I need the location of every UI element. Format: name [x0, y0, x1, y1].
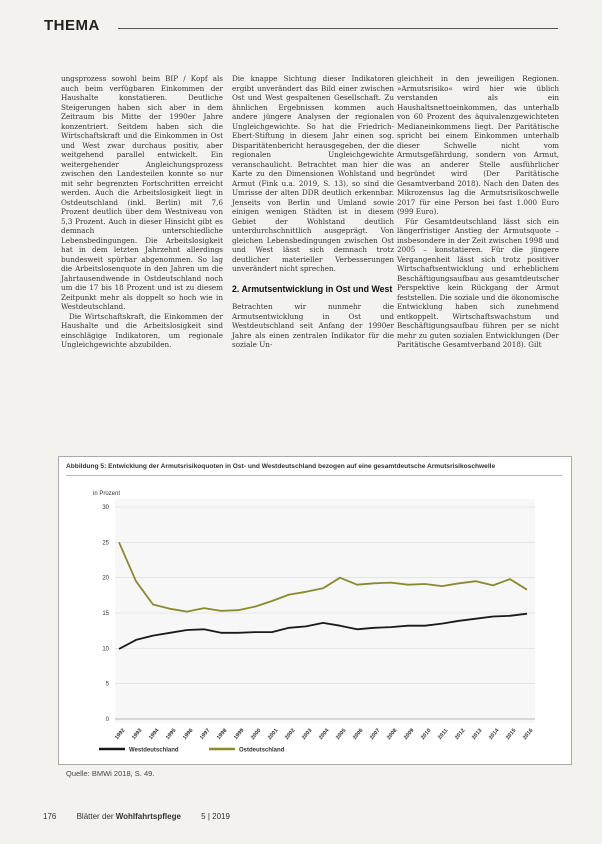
journal-name	[77, 812, 181, 821]
x-tick-label: 1998	[215, 727, 229, 741]
paragraph: Betrachten wir nunmehr die Armutsentwicklung in Ost und Westdeutschland seit Anfang der 1990er Jahre als einen zentralen Indikator für die soziale Un-	[232, 302, 394, 349]
header-rule	[118, 28, 558, 29]
x-tick-label: 1992	[113, 727, 127, 741]
y-tick-label: 20	[102, 575, 109, 582]
legend-label: Ostdeutschland	[239, 747, 285, 754]
x-tick-label: 2010	[419, 727, 433, 741]
x-tick-label: 1999	[232, 727, 246, 741]
x-tick-label: 2006	[351, 727, 365, 741]
x-tick-label: 1997	[198, 727, 212, 741]
paragraph: ungsprozess sowohl beim BIP / Kopf als auch beim verfügbaren Einkommen der Haushalte konstatieren. Deutliche Steigerungen haben sich aber in dem Zeitraum bis Mitte der 1990er Jahre konzentriert. Seitdem haben sich die Wirtschaftskraft und die Einkommen in Ost und West zwar durchaus positiv, aber weitgehend parallel entwickelt. Ein weitergehender Angleichungsprozess zwischen den Landesteilen konnte so nur mit sehr begrenzten Fortschritten erreicht werden. Auch die Arbeitslosigkeit liegt in Ostdeutschland (inkl. Berlin) mit 7,6 Prozent deutlich über dem Westniveau von 5,3 Prozent. Auch in dieser Hinsicht gibt es demnach unterschiedliche Lebensbedingungen. Die Arbeitslosigkeit hat in dem letzten Jahrzehnt allerdings bundesweit spürbar abgenommen. So lag die Arbeitslosenquote in den Jahren um die Jahrtausendwende in Ostdeutschland noch um die 17 bis 18 Prozent und ist zu diesem Zeitpunkt mehr als doppelt so hoch wie in Westdeutschland.	[61, 74, 223, 311]
text-column-1	[61, 74, 223, 350]
y-tick-label: 5	[105, 681, 109, 688]
text-column-3	[397, 74, 559, 350]
x-tick-label: 2003	[300, 727, 314, 741]
figure-title: Abbildung 5: Entwicklung der Armutsrisikoquoten in Ost- und Westdeutschland bezogen auf eine gesamtdeutsche Armutsrisikoschwelle	[66, 463, 496, 470]
paragraph: gleichheit in den jeweiligen Regionen. »Armutsrisiko« wird hier wie üblich verstanden als ein Haushaltsnettoeinkommen, das unterhalb von 60 Prozent des äquivalenzgewichteten Medianeinkommens liegt. Der Paritätische spricht bei einem Einkommen unterhalb dieser Schwelle nicht vom Armutsgefährdung, sondern von Armut, was an anderer Stelle ausführlicher begründet wird (Der Paritätische Gesamtverband 2018). Nach den Daten des Mikrozensus lag die Armutsrisikoschwelle 2017 für eine Person bei fast 1.000 Euro (999 Euro).	[397, 74, 559, 216]
x-tick-label: 2007	[368, 727, 382, 741]
figure-box	[58, 456, 572, 765]
x-tick-label: 2001	[266, 727, 280, 741]
journal-name-bold: Wohlfahrtspflege	[115, 812, 181, 821]
x-tick-label: 2002	[283, 727, 297, 741]
x-tick-label: 1995	[164, 727, 178, 741]
journal-name-normal: Blätter der	[76, 812, 116, 821]
x-tick-label: 2014	[487, 727, 501, 741]
x-tick-label: 2016	[521, 727, 535, 741]
section-title: THEMA	[44, 17, 100, 34]
figure-source: Quelle: BMWi 2018, S. 49.	[66, 769, 155, 778]
page-number: 176	[43, 812, 57, 821]
text-column-2	[232, 74, 394, 350]
y-axis-label: in Prozent	[93, 491, 121, 497]
y-tick-label: 15	[102, 611, 109, 617]
paragraph: Die Wirtschaftskraft, die Einkommen der Haushalte und die Arbeitslosigkeit sind einschlägige Indikatoren, um regionale Ungleichgewichte abzubilden.	[61, 311, 223, 349]
x-tick-label: 2013	[470, 727, 484, 741]
x-tick-label: 2008	[385, 727, 399, 741]
paragraph: Für Gesamtdeutschland lässt sich ein längerfristiger Anstieg der Armutsquote – insbesondere in der Zeit zwischen 1998 und 2005 – konstatieren. Für die jüngere Vergangenheit lässt sich trotz positiver Wirtschaftsentwicklung und erheblichem Beschäftigungsaufbau aus gesamtdeutscher Perspektive kein Rückgang der Armut feststellen. Die soziale und die ökonomische Entwicklung haben sich zunehmend entkoppelt. Wirtschaftswachstum und Beschäftigungsaufbau führen per se nicht mehr zu guten sozialen Entwicklungen (Der Paritätische Gesamtverband 2018). Gilt	[397, 216, 559, 349]
page-footer	[43, 812, 248, 821]
section-heading: 2. Armutsentwicklung in Ost und West	[232, 283, 393, 294]
x-tick-label: 2015	[504, 727, 518, 741]
x-tick-label: 2012	[453, 727, 467, 741]
x-tick-label: 2000	[249, 727, 263, 741]
line-chart	[59, 457, 571, 764]
x-tick-label: 1993	[130, 727, 144, 741]
y-tick-label: 30	[102, 505, 109, 511]
x-tick-label: 2009	[402, 727, 416, 741]
y-tick-label: 10	[102, 646, 109, 653]
x-tick-label: 1996	[181, 727, 195, 741]
legend-label: Westdeutschland	[129, 747, 179, 754]
x-tick-label: 2005	[334, 727, 348, 741]
x-tick-label: 2004	[317, 727, 331, 741]
issue-number: 5 | 2019	[201, 812, 230, 821]
paragraph: Die knappe Sichtung dieser Indikatoren ergibt unverändert das Bild einer zwischen Ost und West gespaltenen Gesellschaft. Zu ähnlichen Ergebnissen kommen auch andere jüngere Analysen der regionalen Ungleichgewichte. So hat die Friedrich-Ebert-Stiftung in diesem Jahr einen sog. Disparitätenbericht herausgegeben, der die regionalen Ungleichgewichte veranschaulicht. Betrachtet man hier die Karte zu den Dimensionen Wohlstand und Armut (Fink u.a. 2019, S. 13), so sind die Umrisse der alten DDR deutlich erkennbar. Jenseits von Berlin und Umland sowie einigen wenigen Städten ist in diesem Gebiet der Wohlstand deutlich unterdurchschnittlich ausgeprägt. Von gleichen Lebensbedingungen zwischen Ost und West lässt sich demnach trotz deutlicher materieller Verbesserungen unverändert nicht sprechen.	[232, 74, 394, 273]
x-tick-label: 2011	[437, 727, 450, 741]
y-tick-label: 0	[105, 717, 109, 723]
y-tick-label: 25	[102, 540, 109, 547]
x-tick-label: 1994	[147, 727, 161, 741]
